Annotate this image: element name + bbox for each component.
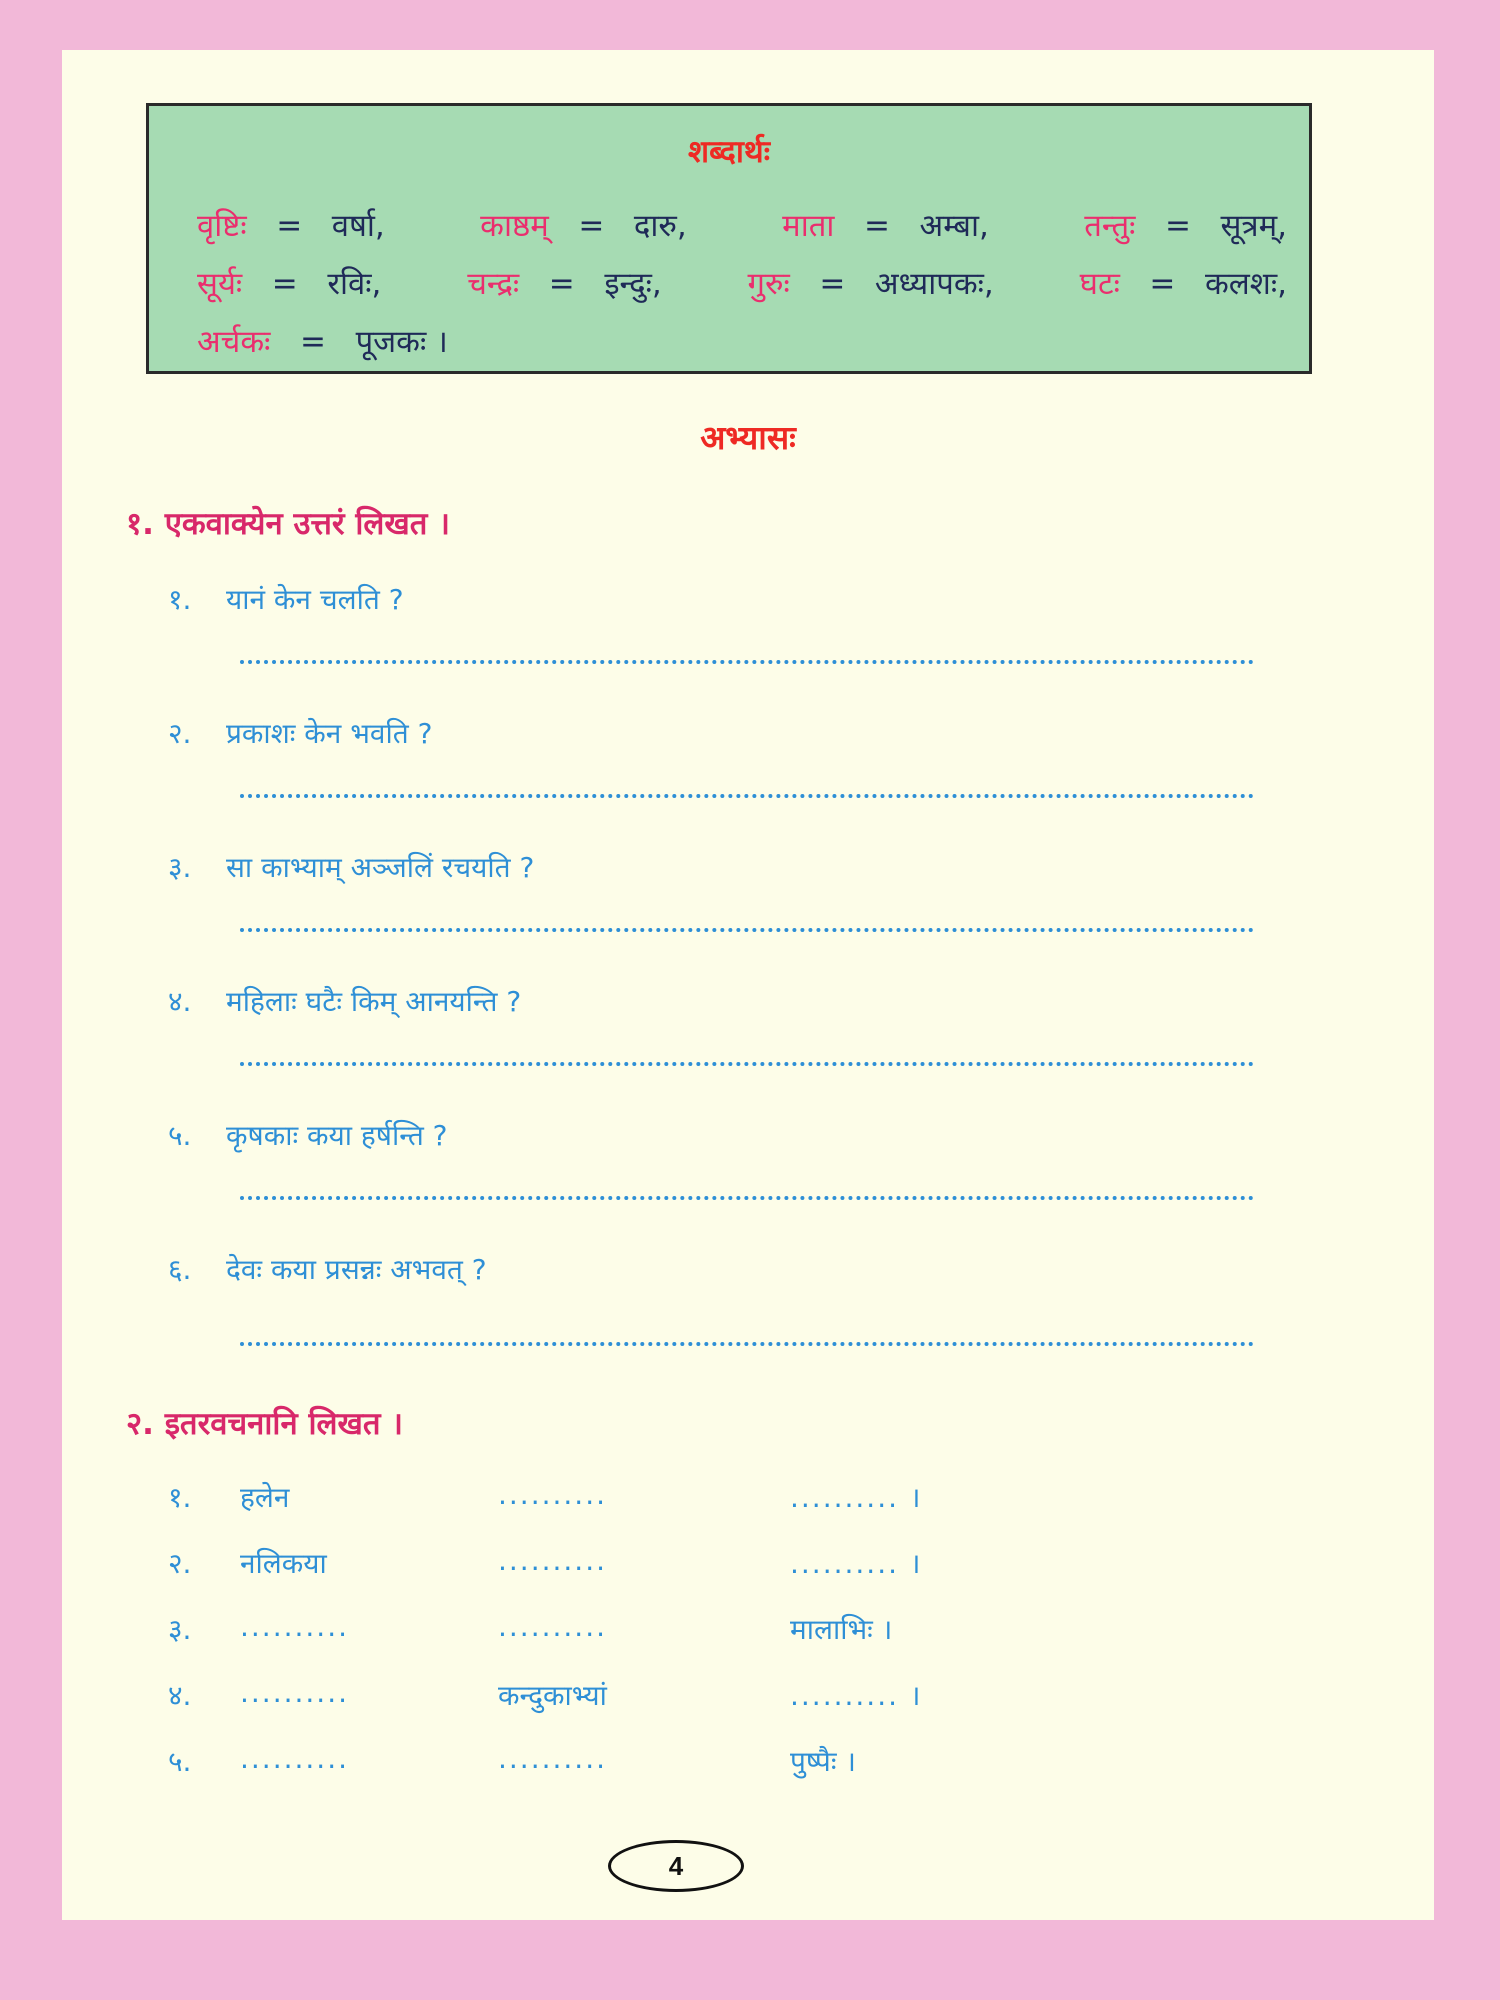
answer-line-3[interactable] (240, 928, 1254, 932)
glossary-line-3 (197, 320, 1287, 362)
glossary-entry: माता = अम्बा, (782, 208, 989, 244)
table-row (168, 1478, 1068, 1518)
glossary-box (146, 103, 1312, 374)
row-cell: हलेन (240, 1481, 290, 1514)
glossary-entry: चन्द्रः = इन्दुः, (467, 266, 662, 302)
glossary-entry: तन्तुः = सूत्रम्, (1084, 208, 1287, 244)
row-number: १. (168, 1481, 192, 1514)
answer-line-1[interactable] (240, 660, 1254, 664)
answer-line-4[interactable] (240, 1062, 1254, 1066)
exercise-heading: अभ्यासः (700, 418, 796, 457)
row-number: ४. (168, 1679, 192, 1712)
table-row (168, 1610, 1068, 1650)
row-cell-blank[interactable]: .......... । (790, 1547, 923, 1580)
question-4: ४. महिलाः घटैः किम् आनयन्ति ? (168, 985, 522, 1018)
row-cell-blank[interactable]: .......... । (790, 1481, 923, 1514)
question-5: ५. कृषकाः कया हर्षन्ति ? (168, 1119, 448, 1152)
table-row (168, 1742, 1068, 1782)
glossary-entry: सूर्यः = रविः, (197, 266, 382, 302)
section-1-title: १. एकवाक्येन उत्तरं लिखत । (126, 506, 450, 542)
glossary-entry: अर्चकः = पूजकः । (197, 324, 448, 360)
row-cell: नलिकया (240, 1547, 327, 1580)
glossary-entry: वृष्टिः = वर्षा, (197, 208, 385, 244)
row-cell-blank[interactable]: .......... (498, 1544, 608, 1577)
question-6: ६. देवः कया प्रसन्नः अभवत् ? (168, 1253, 487, 1286)
row-cell-blank[interactable]: .......... (498, 1610, 608, 1643)
question-1: १. यानं केन चलति ? (168, 583, 404, 616)
glossary-title: शब्दार्थः (688, 134, 770, 170)
row-cell: मालाभिः । (790, 1613, 893, 1646)
table-row (168, 1544, 1068, 1584)
glossary-entry: काष्ठम् = दारु, (480, 208, 687, 244)
row-cell-blank[interactable]: .......... (498, 1742, 608, 1775)
glossary-entry: गुरुः = अध्यापकः, (747, 266, 994, 302)
row-cell-blank[interactable]: .......... (240, 1610, 350, 1643)
row-cell-blank[interactable]: .......... (240, 1742, 350, 1775)
workbook-page (62, 50, 1434, 1920)
answer-line-6[interactable] (240, 1342, 1254, 1346)
section-2-title: २. इतरवचनानि लिखत । (126, 1406, 404, 1442)
page-number: 4 (608, 1840, 744, 1892)
row-cell-blank[interactable]: .......... (240, 1676, 350, 1709)
row-number: ३. (168, 1613, 192, 1646)
question-3: ३. सा काभ्याम् अञ्जलिं रचयति ? (168, 851, 535, 884)
glossary-line-2 (197, 262, 1287, 304)
table-row (168, 1676, 1068, 1716)
row-cell-blank[interactable]: .......... (498, 1478, 608, 1511)
glossary-line-1 (197, 204, 1287, 246)
glossary-entry: घटः = कलशः, (1079, 266, 1287, 302)
row-cell: पुष्पैः । (790, 1745, 856, 1778)
answer-line-5[interactable] (240, 1196, 1254, 1200)
answer-line-2[interactable] (240, 794, 1254, 798)
row-number: २. (168, 1547, 192, 1580)
row-cell: कन्दुकाभ्यां (498, 1679, 607, 1712)
row-number: ५. (168, 1745, 192, 1778)
question-2: २. प्रकाशः केन भवति ? (168, 717, 433, 750)
row-cell-blank[interactable]: .......... । (790, 1679, 923, 1712)
